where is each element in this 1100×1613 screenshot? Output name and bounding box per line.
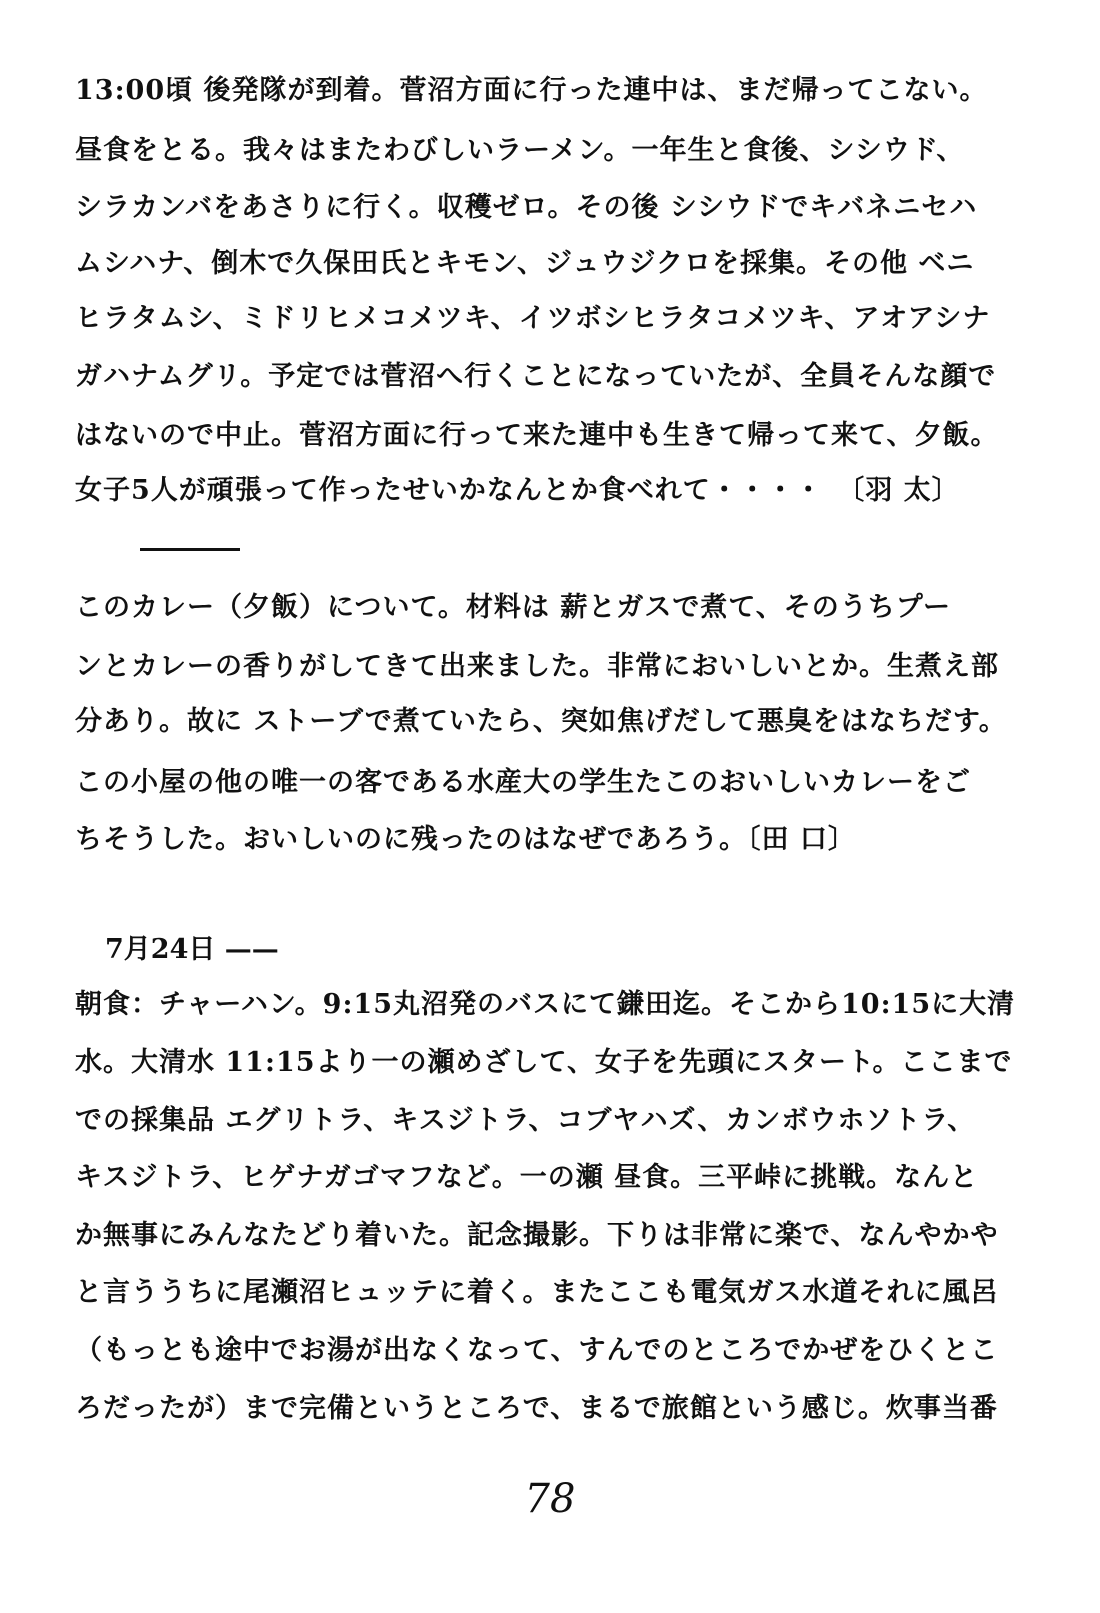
section-divider <box>140 548 240 551</box>
text-line: この小屋の他の唯一の客である水産大の学生たこのおいしいカレーをご <box>75 767 971 798</box>
text-line: このカレー（夕飯）について。材料は 薪とガスで煮て、そのうちプー <box>75 592 951 623</box>
text-line: ろだったが）まで完備というところで、まるで旅館という感じ。炊事当番 <box>75 1393 998 1424</box>
text-line: （もっとも途中でお湯が出なくなって、すんでのところでかぜをひくとこ <box>75 1335 999 1366</box>
text-line: はないので中止。菅沼方面に行って来た連中も生きて帰って来て、夕飯。 <box>75 420 999 451</box>
text-line: ガハナムグリ。予定では菅沼へ行くことになっていたが、全員そんな顔で <box>75 361 997 392</box>
text-line: シラカンバをあさりに行く。収穫ゼロ。その後 シシウドでキバネニセハ <box>75 192 978 223</box>
text-line: 水。大清水 11:15より一の瀬めざして、女子を先頭にスタート。ここまで <box>75 1047 1013 1078</box>
text-line: ムシハナ、倒木で久保田氏とキモン、ジュウジクロを採集。その他 ベニ <box>75 248 975 279</box>
page-number: 78 <box>524 1476 576 1522</box>
text-line: 朝食：チャーハン。9:15丸沼発のバスにて鎌田迄。そこから10:15に大清 <box>75 989 1016 1020</box>
text-line: ちそうした。おいしいのに残ったのはなぜであろう。〔田 口〕 <box>75 824 856 855</box>
text-line: ヒラタムシ、ミドリヒメコメツキ、イツボシヒラタコメツキ、アオアシナ <box>75 303 991 334</box>
text-line: か無事にみんなたどり着いた。記念撮影。下りは非常に楽で、なんやかや <box>75 1220 999 1251</box>
text-line: 分あり。故に ストーブで煮ていたら、突如焦げだして悪臭をはなちだす。 <box>75 706 1007 737</box>
text-line: キスジトラ、ヒゲナガゴマフなど。一の瀬 昼食。三平峠に挑戦。なんと <box>75 1162 979 1193</box>
text-line: 13:00頃 後発隊が到着。菅沼方面に行った連中は、まだ帰ってこない。 <box>75 75 988 106</box>
text-line: と言ううちに尾瀬沼ヒュッテに着く。またここも電気ガス水道それに風呂 <box>75 1277 999 1308</box>
text-line: 昼食をとる。我々はまたわびしいラーメン。一年生と食後、シシウド、 <box>75 135 965 166</box>
text-line: での採集品 エグリトラ、キスジトラ、コブヤハズ、カンボウホソトラ、 <box>75 1105 976 1136</box>
text-line: ンとカレーの香りがしてきて出来ました。非常においしいとか。生煮え部 <box>75 651 999 682</box>
date-heading: 7月24日 —— <box>105 934 279 965</box>
text-line: 女子5人が頑張って作ったせいかなんとか食べれて・・・・ 〔羽 太〕 <box>75 475 960 506</box>
